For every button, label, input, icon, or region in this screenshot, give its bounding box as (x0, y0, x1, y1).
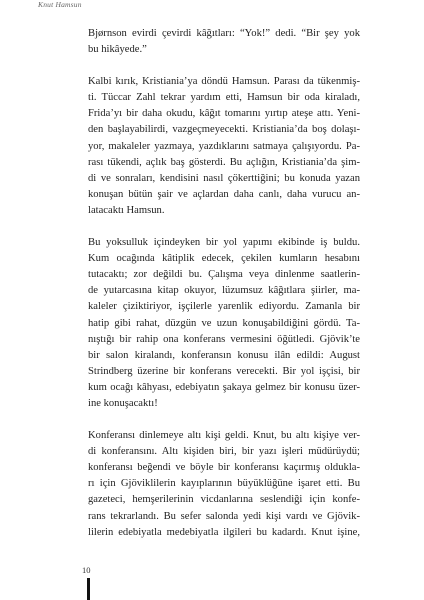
text-line: nıştığı bir rahip ona konferans vermesini öğütledi. Gjövik’te (88, 333, 360, 345)
text-line: tutacaktı; zor değildi bu. Çalışma veya dinlenme saatlerin- (88, 269, 360, 281)
page-number: 10 (82, 565, 91, 575)
text-line: gazeteci, hemşerilerinin vicdanlarına seslendiği için konfe- (88, 494, 360, 506)
text-line: den başlayabilirdi, vazgeçmeyecekti. Kristiania’da boş dolaşı- (88, 124, 360, 136)
text-line: de yutarcasına kitap okuyor, lüzumsuz kâğıtlara şiirler, ma- (88, 285, 360, 297)
paragraph-4 (88, 428, 360, 541)
text-line: konuşan bütün şair ve açlardan daha canlı, daha vurucu an- (88, 188, 360, 200)
paragraph-2 (88, 74, 360, 219)
running-header: Knut Hamsun (38, 0, 82, 9)
text-line: Strindberg üzerine bir konferans verecekti. Bir yol işçisi, bir (88, 365, 360, 377)
text-line: di ve sonraları, kendisini nasıl çökerttiğini; bu konuda yazan (88, 172, 360, 184)
text-line: Konferansı dinlemeye altı kişi geldi. Knut, bu altı kişiye ver- (88, 430, 360, 442)
text-line: Kalbi kırık, Kristiania’ya döndü Hamsun. Parası da tükenmiş- (88, 76, 360, 88)
text-line: kaleler çiziktiriyor, işçilerle yarenlik ediyordu. Zamanla bir (88, 301, 360, 313)
text-line: Bu yoksulluk içindeyken bir yol yapımı ekibinde iş buldu. (88, 237, 360, 249)
text-line: rı için Gjöviklilerin kayıplarının büyüklüğüne işaret etti. Bu (88, 478, 360, 490)
text-line: latacaktı Hamsun. (88, 204, 165, 216)
text-line: ine konuşacaktı! (88, 397, 158, 409)
paragraph-3 (88, 235, 360, 412)
text-line: kum ocağı kâhyası, edebiyatın şakaya gelmez bir konusu üzer- (88, 381, 360, 393)
text-line: rası tükendi, açlık baş gösterdi. Bu açlığın, Kristiania’da şim- (88, 156, 360, 168)
page-edge-bar (87, 578, 90, 600)
text-line: lilerin edebiyatla medebiyatla ilgileri bu kadardı. Knut işine, (88, 526, 360, 538)
text-line: di konferansını. Altı kişiden biri, bir yazı işleri müdürüydü; (88, 446, 360, 458)
text-line: Frida’yı bir daha okudu, kâğıt tomarını yırtıp ateşe attı. Yeni- (88, 108, 360, 120)
paragraph-1 (88, 26, 360, 58)
text-line: Kum ocağında kâtiplik edecek, çekilen kumların hesabını (88, 253, 360, 265)
text-line: rans tekrarlandı. Bu sefer salonda yedi kişi vardı ve Gjövik- (88, 510, 360, 522)
text-line: konferansı beğendi ve böyle bir konferansı kaçırmış oldukla- (88, 462, 360, 474)
text-line: hatip gibi rahat, düzgün ve uzun konuşabildiğini gördü. Ta- (88, 317, 360, 329)
body-text (88, 26, 360, 557)
text-line: bir salon kiralandı, konferansın konusu ilân edildi: August (88, 349, 360, 361)
text-line: ti. Tüccar Zahl tekrar yardım etti, Hamsun bir oda kiraladı, (88, 92, 360, 104)
text-line: yor, makaleler yazmaya, yazdıklarını satmaya çalışıyordu. Pa- (88, 140, 360, 152)
text-line: bu hikâyede.” (88, 44, 147, 56)
text-line: Bjørnson evirdi çevirdi kâğıtları: “Yok!” dedi. “Bir şey yok (88, 28, 360, 39)
